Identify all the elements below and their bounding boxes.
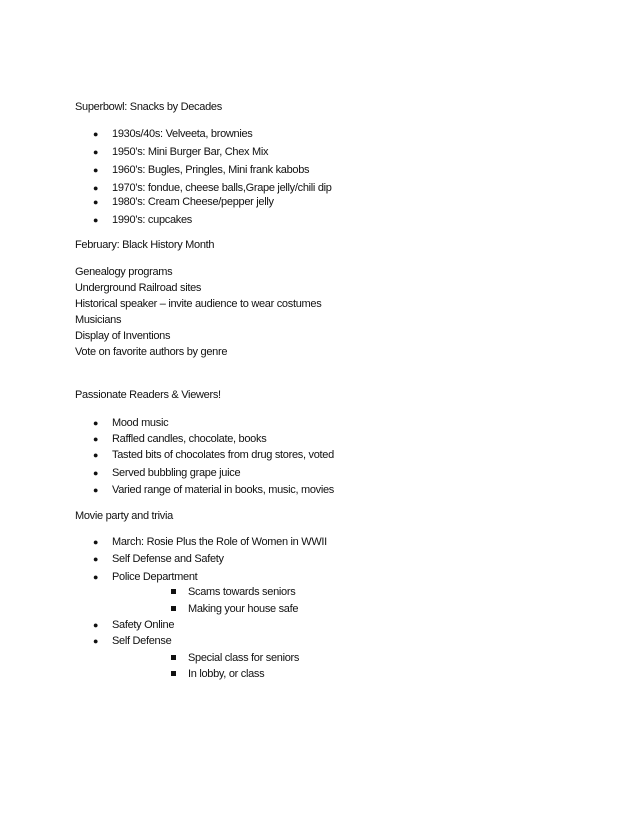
list-item: Safety Online (112, 619, 175, 631)
bullet-icon: ● (93, 165, 99, 175)
list-item: Tasted bits of chocolates from drug stores, voted (112, 449, 334, 461)
square-bullet-icon (171, 606, 176, 611)
sub-list-item: In lobby, or class (188, 668, 265, 680)
bullet-icon: ● (93, 572, 99, 582)
list-item: Self Defense and Safety (112, 553, 224, 565)
superbowl-heading: Superbowl: Snacks by Decades (75, 101, 222, 113)
list-item: Varied range of material in books, music, movies (112, 484, 334, 496)
list-item: 1980’s: Cream Cheese/pepper jelly (112, 196, 274, 208)
text-line: Vote on favorite authors by genre (75, 346, 228, 358)
bullet-icon: ● (93, 129, 99, 139)
bullet-icon: ● (93, 197, 99, 207)
text-line: Genealogy programs (75, 266, 173, 278)
february-heading: February: Black History Month (75, 239, 215, 251)
movie-heading: Movie party and trivia (75, 510, 173, 522)
list-item: March: Rosie Plus the Role of Women in WWII (112, 536, 327, 548)
bullet-icon: ● (93, 620, 99, 630)
sub-list-item: Making your house safe (188, 603, 299, 615)
bullet-icon: ● (93, 450, 99, 460)
text-line: Historical speaker – invite audience to wear costumes (75, 298, 322, 310)
list-item: Served bubbling grape juice (112, 467, 241, 479)
bullet-icon: ● (93, 537, 99, 547)
text-line: Display of Inventions (75, 330, 171, 342)
bullet-icon: ● (93, 147, 99, 157)
text-line: Musicians (75, 314, 122, 326)
square-bullet-icon (171, 655, 176, 660)
list-item: 1960’s: Bugles, Pringles, Mini frank kabobs (112, 164, 310, 176)
bullet-icon: ● (93, 485, 99, 495)
square-bullet-icon (171, 671, 176, 676)
sub-list-item: Special class for seniors (188, 652, 300, 664)
bullet-icon: ● (93, 468, 99, 478)
bullet-icon: ● (93, 636, 99, 646)
list-item: 1930s/40s: Velveeta, brownies (112, 128, 253, 140)
bullet-icon: ● (93, 434, 99, 444)
list-item: Raffled candles, chocolate, books (112, 433, 267, 445)
list-item: 1950’s: Mini Burger Bar, Chex Mix (112, 146, 269, 158)
bullet-icon: ● (93, 215, 99, 225)
square-bullet-icon (171, 589, 176, 594)
bullet-icon: ● (93, 554, 99, 564)
sub-list-item: Scams towards seniors (188, 586, 296, 598)
passionate-heading: Passionate Readers & Viewers! (75, 389, 221, 401)
list-item: 1990’s: cupcakes (112, 214, 192, 226)
text-line: Underground Railroad sites (75, 282, 202, 294)
list-item: 1970’s: fondue, cheese balls,Grape jelly/chili dip (112, 182, 332, 194)
list-item: Self Defense (112, 635, 172, 647)
bullet-icon: ● (93, 418, 99, 428)
bullet-icon: ● (93, 183, 99, 193)
list-item: Police Department (112, 571, 198, 583)
list-item: Mood music (112, 417, 169, 429)
